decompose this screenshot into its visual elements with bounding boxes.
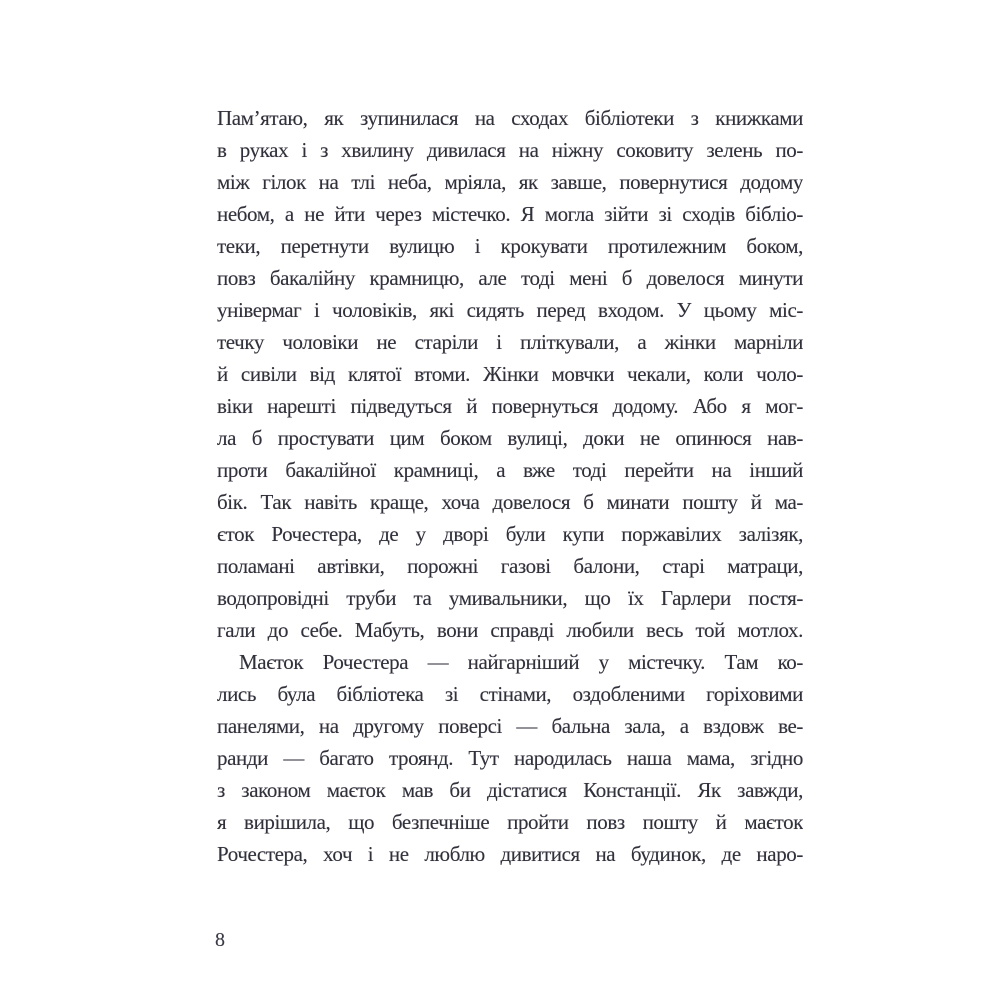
- text-line: теки, перетнути вулицю і крокувати протилежним боком,: [217, 234, 803, 258]
- text-line: між гілок на тлі неба, мріяла, як завше, повернутися додому: [217, 170, 803, 194]
- text-line: віки нарешті підведуться й повернуться додому. Або я мог-: [217, 394, 803, 418]
- text-line: повз бакалійну крамницю, але тоді мені б довелося минути: [217, 266, 803, 290]
- text-line: течку чоловіки не старіли і пліткували, а жінки марніли: [217, 330, 803, 354]
- text-line: ранди — багато троянд. Тут народилась наша мама, згідно: [217, 746, 803, 770]
- text-line: небом, а не йти через містечко. Я могла зійти зі сходів бібліо-: [217, 202, 803, 226]
- text-line: Пам’ятаю, як зупинилася на сходах бібліотеки з книжками: [217, 106, 803, 130]
- text-line: й сивіли від клятої втоми. Жінки мовчки чекали, коли чоло-: [217, 362, 803, 386]
- text-line: єток Рочестера, де у дворі були купи поржавілих залізяк,: [217, 522, 803, 546]
- page-number: 8: [215, 929, 225, 951]
- text-line: проти бакалійної крамниці, а вже тоді перейти на інший: [217, 458, 803, 482]
- text-line: лись була бібліотека зі стінами, оздобленими горіховими: [217, 682, 803, 706]
- text-line: гали до себе. Мабуть, вони справді любили весь той мотлох.: [217, 618, 803, 642]
- text-line: я вирішила, що безпечніше пройти повз пошту й маєток: [217, 810, 803, 834]
- text-line: в руках і з хвилину дивилася на ніжну соковиту зелень по-: [217, 138, 803, 162]
- text-line: Рочестера, хоч і не люблю дивитися на будинок, де наро-: [217, 842, 803, 866]
- text-line: водопровідні труби та умивальники, що їх Гарлери постя-: [217, 586, 803, 610]
- page-text-block: [217, 102, 803, 870]
- paragraph: [217, 102, 803, 646]
- text-line: з законом маєток мав би дістатися Констанції. Як завжди,: [217, 778, 803, 802]
- text-line: універмаг і чоловіків, які сидять перед входом. У цьому міс-: [217, 298, 803, 322]
- text-line: Маєток Рочестера — найгарніший у містечку. Там ко-: [239, 650, 803, 674]
- text-line: поламані автівки, порожні газові балони, старі матраци,: [217, 554, 803, 578]
- text-line: ла б простувати цим боком вулиці, доки не опинюся нав-: [217, 426, 803, 450]
- paragraph: [217, 646, 803, 870]
- text-line: бік. Так навіть краще, хоча довелося б минати пошту й ма-: [217, 490, 803, 514]
- text-line: панелями, на другому поверсі — бальна зала, а вздовж ве-: [217, 714, 803, 738]
